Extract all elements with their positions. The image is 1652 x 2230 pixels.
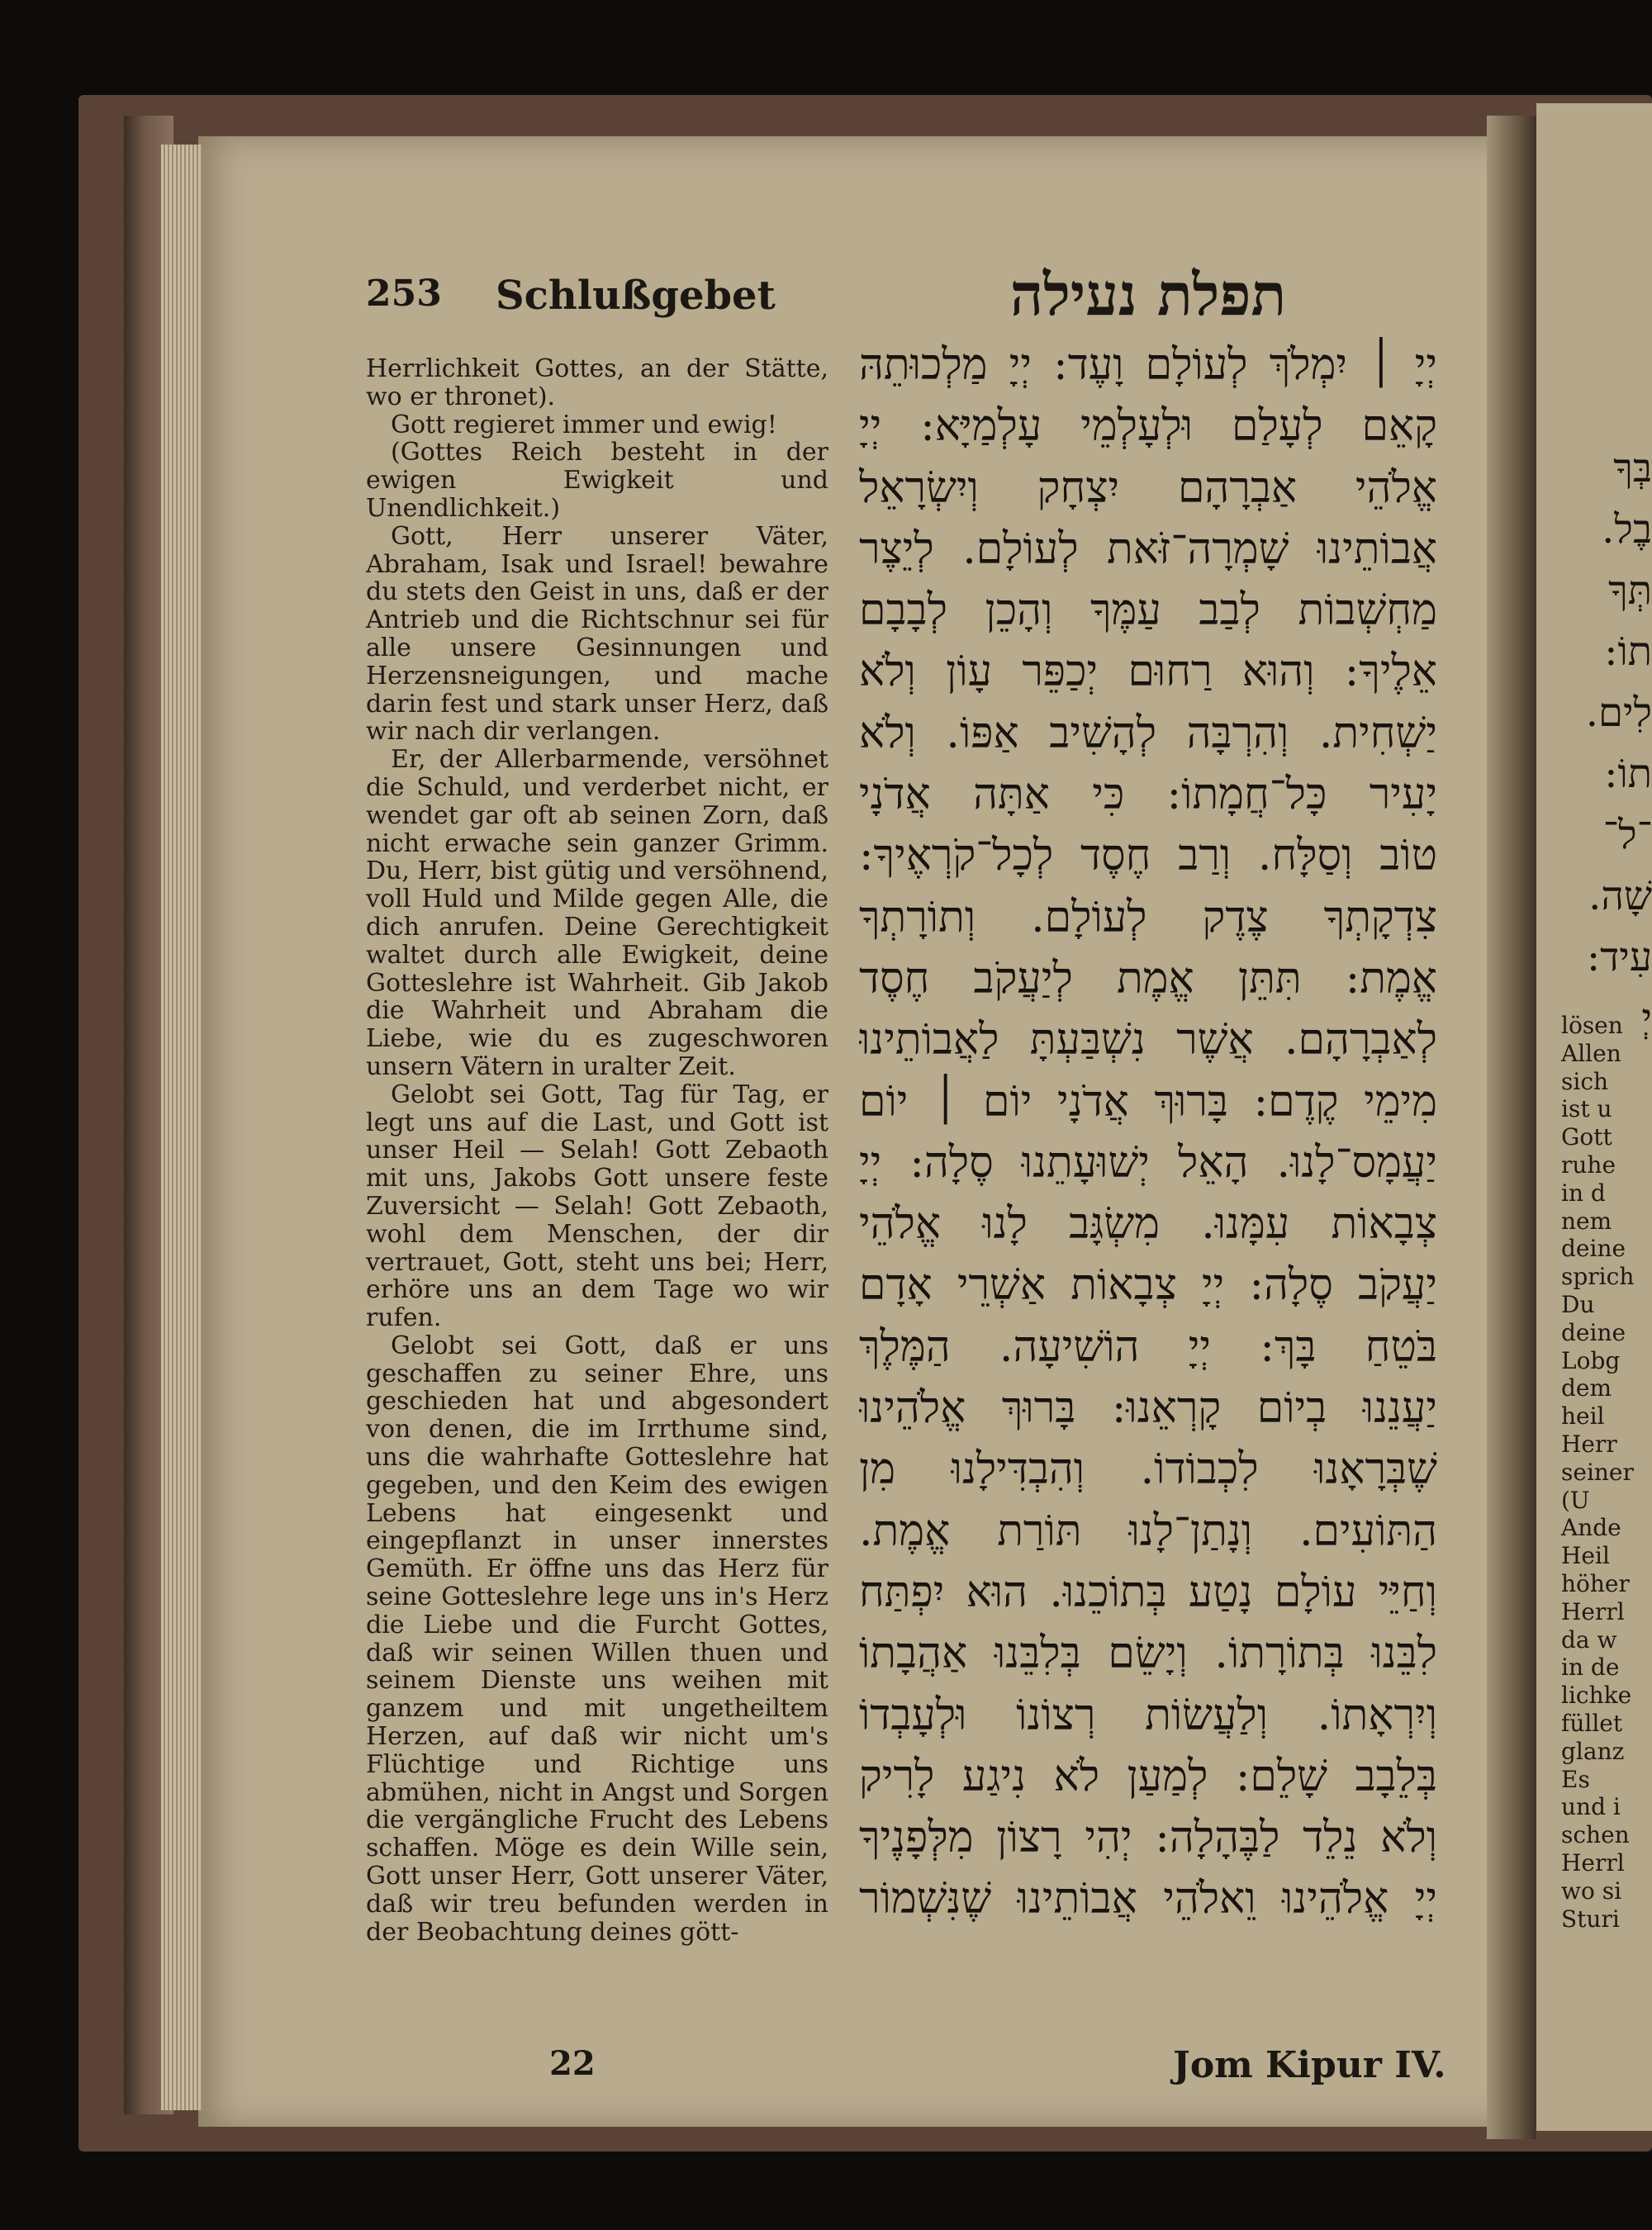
right-page-german-line: da w [1561,1625,1617,1654]
hebrew-line: יְיָ ׀ יִמְלֹךְ לְעוֹלָם וָעֶד: יְיָ מַלְכוּתֵהּ [859,340,1437,390]
hebrew-line: אֱלֹהֵי אַבְרָהָם יִצְחָק וְיִשְׂרָאֵל [859,463,1437,513]
right-page-german-line: Lobg [1561,1346,1621,1374]
right-page-hebrew-line: עִיד: [1586,934,1652,980]
hebrew-line: לִבֵּנוּ בְּתוֹרָתוֹ. וְיָשֵׂם בְּלִבֵּנוּ אַהֲבָתוֹ [859,1629,1437,1679]
german-translation-column [366,355,828,1946]
page-stack-edges [161,145,202,2110]
hebrew-line: וְלֹא נֵלֵד לַבֶּהָלָה: יְהִי רָצוֹן מִלְּפָנֶיךָ [859,1813,1437,1863]
hebrew-line: קָאֵם לְעָלַם וּלְעָלְמֵי עָלְמַיָּא: יְיָ [859,401,1437,452]
right-page-hebrew-line: תוֹ: [1604,751,1652,797]
book-gutter [1487,116,1536,2139]
right-page-german-line: dem [1561,1374,1612,1402]
right-page-german-line: seiner [1561,1458,1634,1486]
hebrew-line: בְּלֵבָב שָׁלֵם: לְמַעַן לֹא נִיגַע לָרִיק [859,1751,1437,1801]
right-page-hebrew-line: יְ [1641,995,1652,1041]
right-page-german-line: schen [1561,1821,1630,1849]
right-page-german-line: sprich [1561,1263,1635,1291]
right-page-german-line: lösen [1561,1012,1623,1039]
right-page-german-line: wo si [1561,1877,1622,1905]
footer-label: Jom Kipur IV. [1173,2044,1446,2086]
hebrew-line: אֵלֶיךָ: וְהוּא רַחוּם יְכַפֵּר עָוֹן וְלֹא [859,647,1437,697]
german-running-title: Schlußgebet [496,273,776,319]
right-page-german-line: in d [1561,1179,1606,1207]
german-paragraph: Gelobt sei Gott, daß er uns geschaffen zu seiner Ehre, uns geschieden hat und abgesondert von denen, die im Irrthume sind, uns die wahrhafte Gotteslehre hat gegeben, und den Keim des ewigen Lebens hat eingesenkt und eingepflanzt in unser innerstes Gemüth. Er öffne uns das Herz für seine Gotteslehre lege uns in's Herz die Liebe und die Furcht Gottes, daß wir seinen Willen thuen und seinem Dienste uns weihen mit ganzem und mit ungetheiltem Herzen, auf daß wir nicht um's Flüchtige und Richtige uns abmühen, nicht in Angst und Sorgen die vergängliche Frucht des Lebens schaffen. Möge es dein Wille sein, Gott unser Herr, Gott unserer Väter, daß wir treu befunden werden in der Beobachtung deines gött- [366,1331,828,1947]
right-page-german-line: (U [1561,1486,1590,1514]
hebrew-line: יַעֲקֹב סֶלָה: יְיָ צְבָאוֹת אַשְׁרֵי אָדָם [859,1260,1437,1311]
page-number: 253 [366,273,442,315]
right-page-german-line: Herr [1561,1430,1617,1458]
hebrew-line: צִדְקָתְךָ צֶדֶק לְעוֹלָם. וְתוֹרָתְךָ [859,892,1437,942]
right-page-hebrew-fragments [1561,438,1652,1049]
right-page-german-line: heil [1561,1402,1605,1431]
german-paragraph: Gelobt sei Gott, Tag für Tag, er legt uns auf die Last, und Gott ist unser Heil — Selah! Gott Zebaoth mit uns, Jakobs Gott unsere feste Zuversicht — Selah! Gott Zebaoth, wohl dem Menschen, der dir vertrauet, Gott, steht uns bei; Herr, erhöre uns an dem Tage wo wir rufen. [366,1079,828,1333]
hebrew-line: יְיָ אֱלֹהֵינוּ וֵאלֹהֵי אֲבוֹתֵינוּ שֶׁנִּשְׁמוֹר [859,1874,1437,1924]
hebrew-line: אֲבוֹתֵינוּ שָׁמְרָה־זֹּאת לְעוֹלָם. לְיֵצֶר [859,524,1437,574]
right-page-german-line: deine [1561,1318,1626,1346]
right-page-german-line: Heil [1561,1542,1610,1570]
hebrew-line: שֶׁבְּרָאָנוּ לִכְבוֹדוֹ. וְהִבְדִּילָנוּ מִן [859,1445,1437,1495]
hebrew-line: יַעֲמָס־לָנוּ. הָאֵל יְשׁוּעָתֵנוּ סֶלָה: יְיָ [859,1137,1437,1188]
hebrew-line: לְאַבְרָהָם. אֲשֶׁר נִשְׁבַּעְתָּ לַאֲבוֹתֵינוּ [859,1015,1437,1065]
right-page-german-line: deine [1561,1235,1626,1263]
right-page [1536,103,1652,2131]
right-page-german-line: füllet [1561,1709,1623,1737]
hebrew-prayer-column [859,334,1437,1930]
right-page-german-line: sich [1561,1067,1609,1095]
right-page-german-line: glanz [1561,1737,1625,1765]
right-page-german-line: ruhe [1561,1151,1616,1179]
hebrew-line: יָעִיר כָּל־חֲמָתוֹ: כִּי אַתָּה אֲדֹנָי [859,770,1437,820]
right-page-hebrew-line: בְּךָ [1613,445,1652,491]
right-page-german-line: in de [1561,1654,1620,1682]
hebrew-line: וְחַיֵּי עוֹלָם נָטַע בְּתוֹכֵנוּ. הוּא יִפְתַּח [859,1567,1437,1617]
right-page-german-line: Sturi [1561,1905,1620,1933]
right-page-german-line: Allen [1561,1039,1621,1067]
right-page-german-line: Ande [1561,1514,1621,1542]
hebrew-line: יַעֲנֵנוּ בְיוֹם קָרְאֵנוּ: בָּרוּךְ אֱלֹהֵינוּ [859,1383,1437,1434]
right-page-german-line: nem [1561,1207,1612,1235]
signature-mark: 22 [549,2044,596,2083]
right-page-german-line: ist u [1561,1095,1612,1123]
right-page-german-line: und i [1561,1793,1621,1821]
german-paragraph: (Gottes Reich besteht in der ewigen Ewigkeit und Unendlichkeit.) [366,438,828,523]
hebrew-line: יַשְׁחִית. וְהִרְבָּה לְהָשִׁיב אַפּוֹ. וְלֹא [859,708,1437,758]
right-page-german-line: höher [1561,1569,1630,1597]
right-page-german-line: Du [1561,1290,1595,1318]
right-page-german-line: Herrl [1561,1848,1625,1877]
right-page-hebrew-line: לִים. [1585,690,1652,736]
hebrew-line: טוֹב וְסַלָּח. וְרַב חֶסֶד לְכָל־קֹרְאֶיךָ: [859,831,1437,881]
hebrew-running-title: תפלת נעילה [1009,260,1287,329]
right-page-hebrew-line: שָׁה. [1588,873,1652,919]
hebrew-line: וְיִרְאָתוֹ. וְלַעֲשׂוֹת רְצוֹנוֹ וּלְעָבְדוֹ [859,1690,1437,1740]
hebrew-line: צְבָאוֹת עִמָּנוּ. מִשְׂגָּב לָנוּ אֱלֹהֵי [859,1199,1437,1250]
right-page-german-fragments [1561,1012,1652,1933]
right-page-german-line: Herrl [1561,1597,1625,1625]
right-page-german-line: Gott [1561,1123,1612,1151]
german-paragraph: Er, der Allerbarmende, versöhnet die Schuld, und verderbet nicht, er wendet gar oft ab seinen Zorn, daß nicht erwache sein ganzer Grimm. Du, Herr, bist gütig und versöhnend, voll Huld und Milde gegen Alle, die dich anrufen. Deine Gerechtigkeit waltet durch alle Ewigkeit, deine Gotteslehre ist Wahrheit. Gib Jakob die Wahrheit und Abraham die Liebe, wie du es zugeschworen unsern Vätern in uralter Zeit. [366,745,828,1081]
german-paragraph: Herrlichkeit Gottes, an der Stätte, wo er thronet). [366,354,828,411]
right-page-hebrew-line: תְּךָ [1608,567,1652,614]
right-page-german-line: Es [1561,1765,1590,1793]
right-page-hebrew-line: תוֹ: [1604,629,1652,675]
hebrew-line: הַתּוֹעִים. וְנָתַן־לָנוּ תּוֹרַת אֱמֶת. [859,1506,1437,1556]
hebrew-line: בֹּטֵחַ בָּךְ: יְיָ הוֹשִׁיעָה. הַמֶּלֶךְ [859,1321,1437,1372]
german-paragraph: Gott, Herr unserer Väter, Abraham, Isak und Israel! bewahre du stets den Geist in uns, daß er der Antrieb und die Richtschnur sei für alle unsere Gesinnungen und Herzensneigungen, und mache darin fest und stark unser Herz, daß wir nach dir verlangen. [366,521,828,747]
hebrew-line: מִימֵי קֶדֶם: בָּרוּךְ אֲדֹנָי יוֹם ׀ יוֹם [859,1076,1437,1127]
hebrew-line: מַחְשְׁבוֹת לְבַב עַמֶּךָ וְהָכֵן לְבָבָם [859,586,1437,636]
right-page-german-line: lichke [1561,1682,1632,1710]
german-paragraph: Gott regieret immer und ewig! [391,410,777,439]
right-page-hebrew-line: ־ל־ [1602,812,1652,858]
right-page-hebrew-line: בֶל. [1602,506,1652,553]
hebrew-line: אֱמֶת: תִּתֵּן אֱמֶת לְיַעֲקֹב חֶסֶד [859,953,1437,1004]
